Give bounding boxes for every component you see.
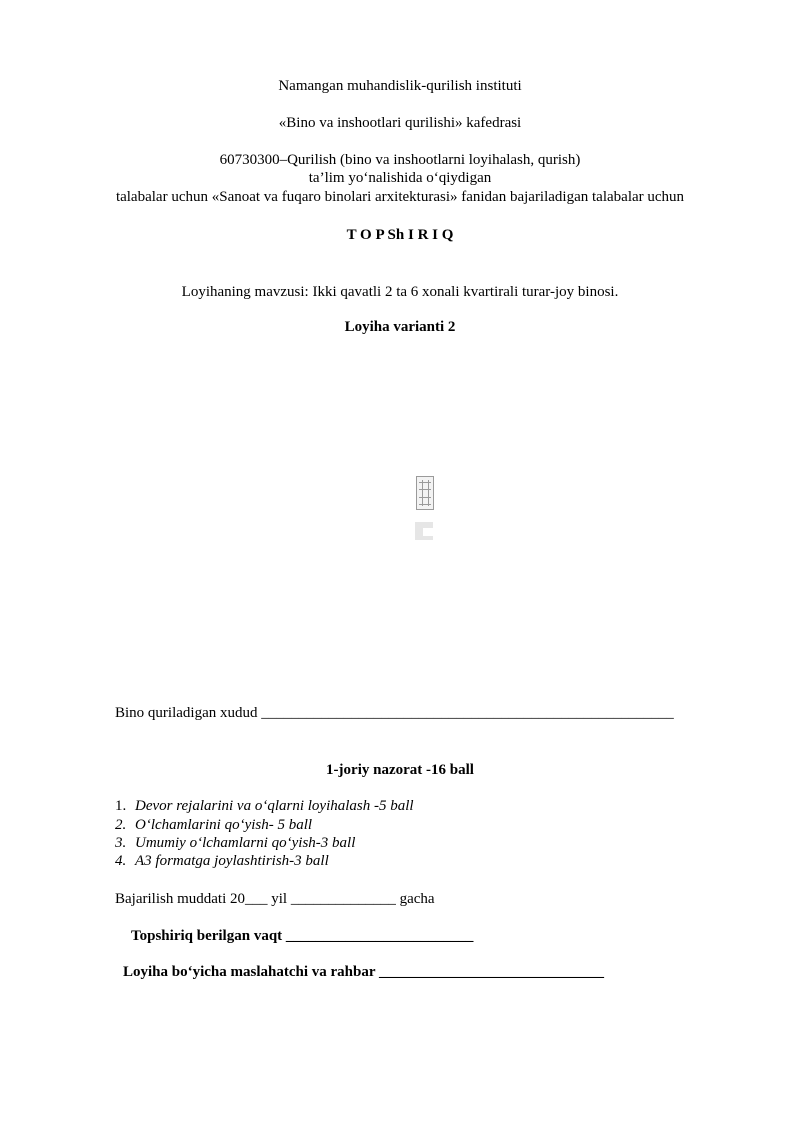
list-item: 2. O‘lchamlarini qo‘yish- 5 ball (115, 817, 313, 833)
supervisor-line: Loyiha bo‘yicha maslahatchi va rahbar ______________________________ (123, 964, 605, 980)
image-placeholder (415, 522, 433, 540)
floor-plan-thumbnail (416, 476, 434, 510)
project-variant: Loyiha varianti 2 (344, 319, 456, 335)
control-heading: 1-joriy nazorat -16 ball (326, 762, 474, 778)
list-item: 1. Devor rejalarini va o‘qlarni loyihalash -5 ball (115, 798, 414, 814)
list-item: 3. Umumiy o‘lchamlarni qo‘yish-3 ball (115, 835, 356, 851)
institute-name: Namangan muhandislik-qurilish instituti (278, 78, 522, 94)
region-line: Bino quriladigan xudud _______________________________________________________ (115, 705, 674, 721)
deadline-line: Bajarilish muddati 20___ yil ______________ gacha (115, 891, 435, 907)
department-name: «Bino va inshootlari qurilishi» kafedrasi (278, 115, 522, 131)
list-item: 4. A3 formatga joylashtirish-3 ball (115, 853, 329, 869)
specialty-line-2: ta’lim yo‘nalishida o‘qiydigan (308, 170, 492, 186)
issued-line: Topshiriq berilgan vaqt _________________________ (131, 928, 474, 944)
document-title: T O P Sh I R I Q (346, 227, 454, 243)
specialty-line-3: talabalar uchun «Sanoat va fuqaro binolari arxitekturasi» fanidan bajariladigan talabalar uchun (115, 189, 685, 205)
specialty-line-1: 60730300–Qurilish (bino va inshootlarni loyihalash, qurish) (219, 152, 581, 168)
project-topic: Loyihaning mavzusi: Ikki qavatli 2 ta 6 xonali kvartirali turar-joy binosi. (181, 284, 619, 300)
